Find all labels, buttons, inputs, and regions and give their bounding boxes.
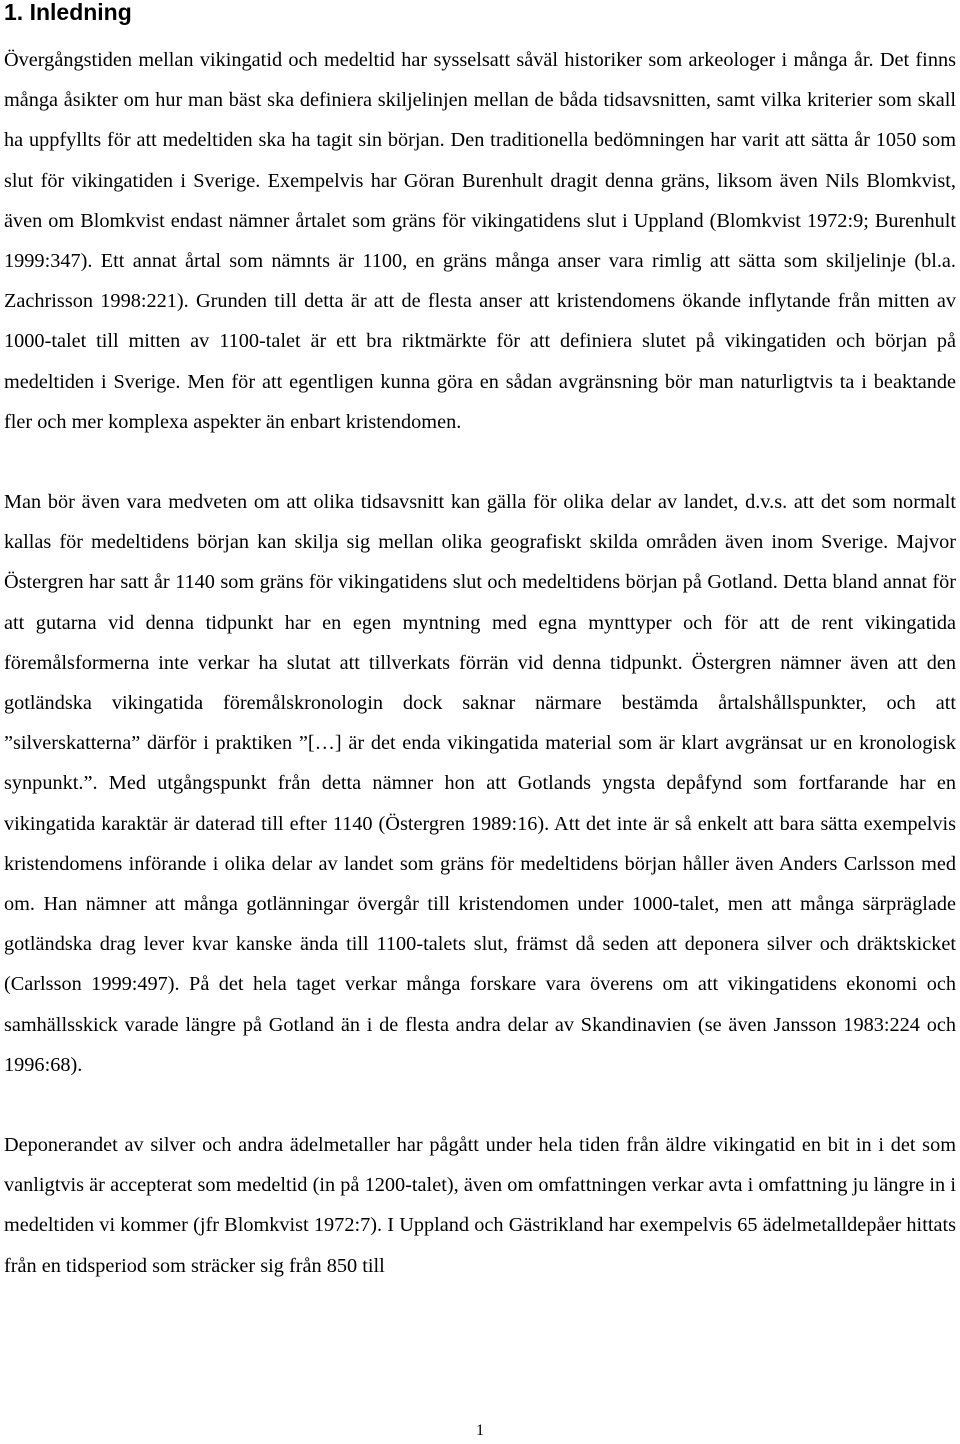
paragraph-regional-periods: Man bör även vara medveten om att olika tidsavsnitt kan gälla för olika delar av landet, d.v.s. att det som normalt kallas för medeltidens början kan skilja sig mellan olika geografiskt skilda områden även inom Sverige. Majvor Östergren har satt år 1140 som gräns för vikingatidens slut och medeltidens början på Gotland. Detta bland annat för att gutarna vid denna tidpunkt har en egen myntning med egna mynttyper och för att de rent vikingatida föremålsformerna inte verkar ha slutat att tillverkats förrän vid denna tidpunkt. Östergren nämner även att den gotländska vikingatida föremålskronologin dock saknar närmare bestämda årtalshållspunkter, och att ”silverskatterna” därför i praktiken ”[…] är det enda vikingatida material som är klart avgränsat ur en kronologisk synpunkt.”. Med utgångspunkt från detta nämner hon att Gotlands yngsta depåfynd som fortfarande har en vikingatida karaktär är daterad till efter 1140 (Östergren 1989:16). Att det inte är så enkelt att bara sätta exempelvis kristendomens införande i olika delar av landet som gräns för medeltidens början håller även Anders Carlsson med om. Han nämner att många gotlänningar övergår till kristendomen under 1000-talet, men att många särpräglade gotländska drag lever kvar kanske ända till 1100-talets slut, främst då seden att deponera silver och dräktskicket (Carlsson 1999:497). På det hela taget verkar många forskare vara överens om att vikingatidens ekonomi och samhällsskick varade längre på Gotland än i de flesta andra delar av Skandinavien (se även Jansson 1983:224 och 1996:68). bbox=[4, 491, 956, 1076]
document-page bbox=[4, 0, 956, 1286]
paragraph-intro: Övergångstiden mellan vikingatid och medeltid har sysselsatt såväl historiker som arkeologer i många år. Det finns många åsikter om hur man bäst ska definiera skiljelinjen mellan de båda tidsavsnitten, samt vilka kriterier som skall ha uppfyllts för att medeltiden ska ha tagit sin början. Den traditionella bedömningen har varit att sätta år 1050 som slut för vikingatiden i Sverige. Exempelvis har Göran Burenhult dragit denna gräns, liksom även Nils Blomkvist, även om Blomkvist endast nämner årtalet som gräns för vikingatidens slut i Uppland (Blomkvist 1972:9; Burenhult 1999:347). Ett annat årtal som nämnts är 1100, en gräns många anser vara rimlig att sätta som skiljelinje (bl.a. Zachrisson 1998:221). Grunden till detta är att de flesta anser att kristendomens ökande inflytande från mitten av 1000-talet till mitten av 1100-talet är ett bra riktmärkte för att definiera slutet på vikingatiden och början på medeltiden i Sverige. Men för att egentligen kunna göra en sådan avgränsning bör man naturligtvis ta i beaktande fler och mer komplexa aspekter än enbart kristendomen. bbox=[4, 49, 956, 433]
section-heading: 1. Inledning bbox=[4, 0, 132, 25]
paragraph-silver-deposits: Deponerandet av silver och andra ädelmetaller har pågått under hela tiden från äldre vikingatid en bit in i det som vanligtvis är accepterat som medeltid (in på 1200-talet), även om omfattningen verkar avta i omfattning ju längre in i medeltiden vi kommer (jfr Blomkvist 1972:7). I Uppland och Gästrikland har exempelvis 65 ädelmetalldepåer hittats från en tidsperiod som sträcker sig från 850 till bbox=[4, 1134, 956, 1277]
page-number: 1 bbox=[476, 1422, 484, 1439]
